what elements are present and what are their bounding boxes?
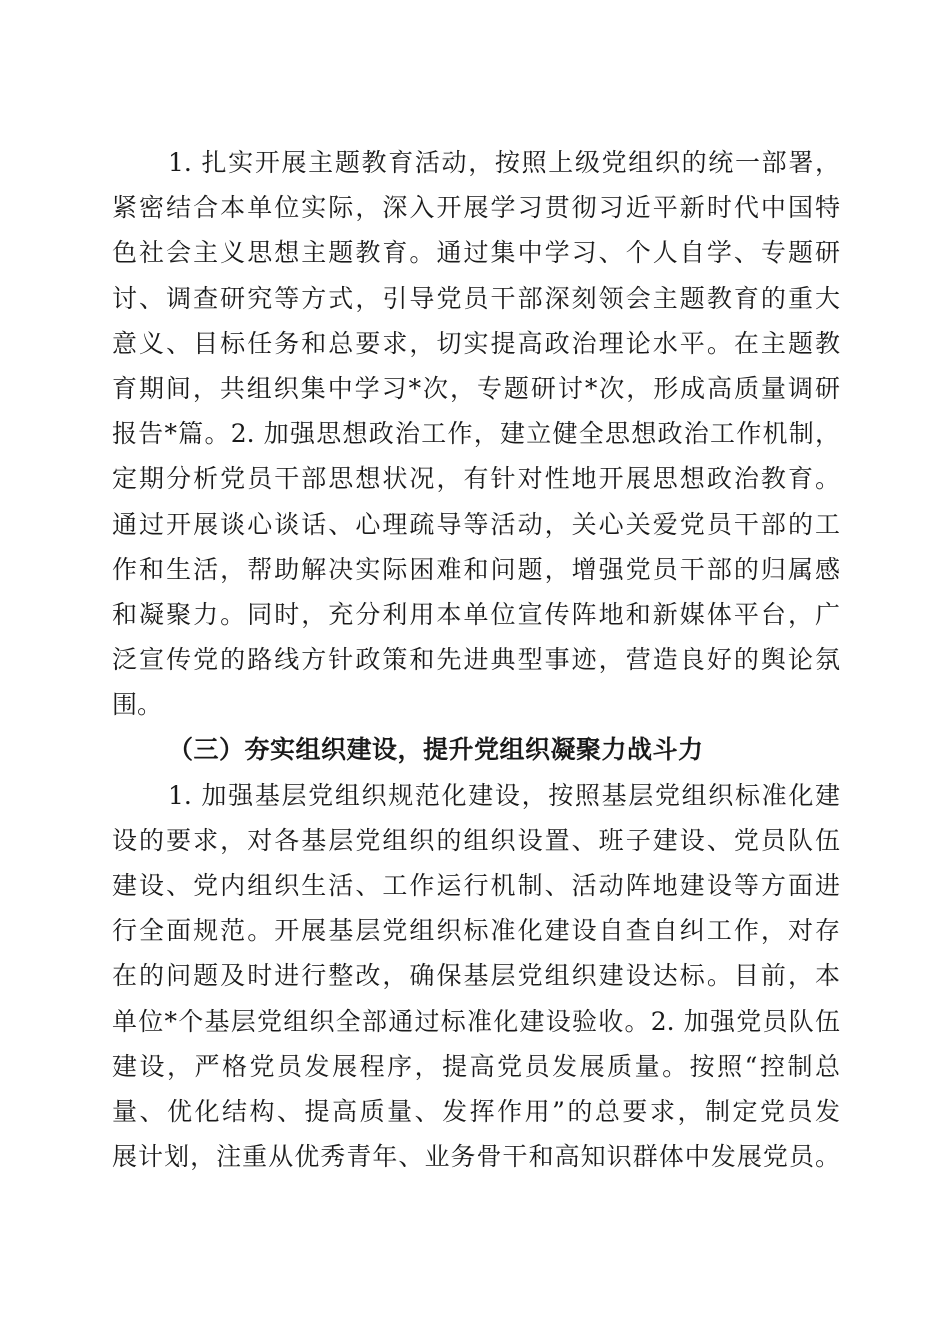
- text-line: 作和生活，帮助解决实际困难和问题，增强党员干部的归属感: [112, 554, 840, 584]
- text-line: 泛宣传党的路线方针政策和先进典型事迹，营造良好的舆论氛: [112, 645, 840, 675]
- document-body: [112, 140, 840, 1179]
- text-line: 在的问题及时进行整改，确保基层党组织建设达标。目前，本: [112, 961, 840, 991]
- text-line: 建设，严格党员发展程序，提高党员发展质量。按照“控制总: [112, 1051, 840, 1081]
- text-line: 单位*个基层党组织全部通过标准化建设验收。2. 加强党员队伍: [112, 1006, 840, 1036]
- text-line: 报告*篇。2. 加强思想政治工作，建立健全思想政治工作机制，: [112, 419, 840, 449]
- paragraph-theme-education: [112, 140, 840, 727]
- text-line: 定期分析党员干部思想状况，有针对性地开展思想政治教育。: [112, 464, 840, 494]
- text-line: 量、优化结构、提高质量、发挥作用”的总要求，制定党员发: [112, 1096, 840, 1126]
- text-line: 讨、调查研究等方式，引导党员干部深刻领会主题教育的重大: [112, 283, 840, 313]
- text-line: 围。: [112, 690, 163, 720]
- text-line: 1. 加强基层党组织规范化建设，按照基层党组织标准化建: [168, 780, 840, 810]
- text-line: 1. 扎实开展主题教育活动，按照上级党组织的统一部署，: [168, 148, 840, 177]
- paragraph-organization-building: [112, 773, 840, 1180]
- text-line: 设的要求，对各基层党组织的组织设置、班子建设、党员队伍: [112, 825, 840, 855]
- text-line: 育期间，共组织集中学习*次，专题研讨*次，形成高质量调研: [112, 373, 840, 403]
- text-line: 通过开展谈心谈话、心理疏导等活动，关心关爱党员干部的工: [112, 509, 840, 539]
- section-heading: （三）夯实组织建设，提升党组织凝聚力战斗力: [168, 735, 704, 765]
- text-line: 色社会主义思想主题教育。通过集中学习、个人自学、专题研: [112, 238, 840, 268]
- text-line: 和凝聚力。同时，充分利用本单位宣传阵地和新媒体平台，广: [112, 599, 840, 629]
- text-line: 紧密结合本单位实际，深入开展学习贯彻习近平新时代中国特: [112, 193, 840, 223]
- text-line: 行全面规范。开展基层党组织标准化建设自查自纠工作，对存: [112, 916, 840, 946]
- text-line: 意义、目标任务和总要求，切实提高政治理论水平。在主题教: [112, 328, 840, 358]
- text-line: 展计划，注重从优秀青年、业务骨干和高知识群体中发展党员。: [112, 1142, 840, 1172]
- text-line: 建设、党内组织生活、工作运行机制、活动阵地建设等方面进: [112, 871, 840, 900]
